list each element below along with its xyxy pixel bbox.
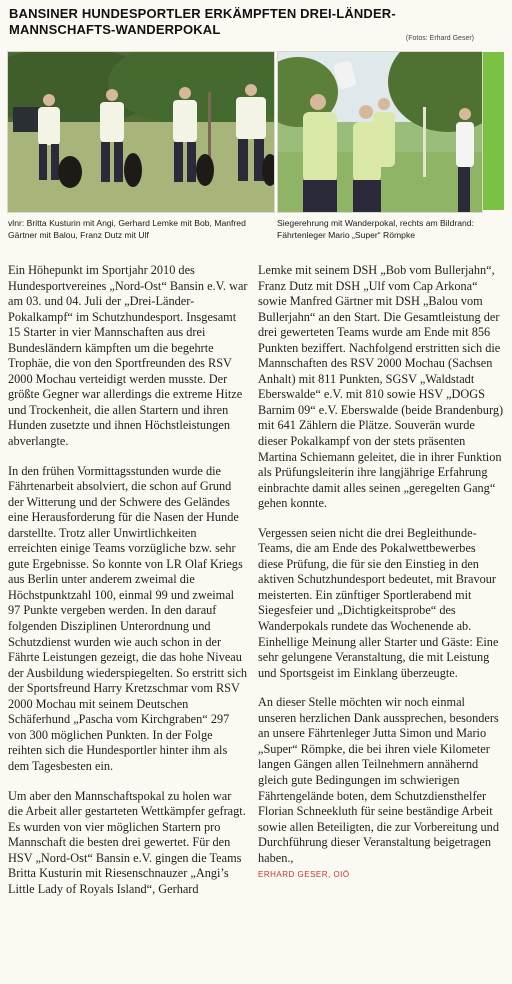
paragraph: Vergessen seien nicht die drei Begleithunde-Teams, die am Ende des Pokalwettbewerbes diese Prüfung, die für sie den Einstieg in den aktiven Schutzhundesport bedeutet, mit Bravour meisterten. Ein zünftiger Sportlerabend mit Siegesfeier und „Dichtigkeitsprobe“ des Wanderpokals rundete das Wochenende ab. Einhellige Meinung aller Starter und Gäste: Eine sehr gelungene Veranstaltung, die mit Leistung und Sportsgeist im Einklang überzeugte.: [258, 525, 499, 680]
article-column-right: [258, 263, 504, 883]
caption-left: vlnr: Britta Kusturin mit Angi, Gerhard Lemke mit Bob, Manfred Gärtner mit Balou, Franz Dutz mit Ulf: [8, 218, 246, 241]
article-headline: BANSINER HUNDESPORTLER ERKÄMPFTEN DREI-LÄNDER-MANNSCHAFTS-WANDERPOKAL: [9, 6, 396, 37]
author-byline: ERHARD GESER, OIÖ: [258, 870, 350, 880]
paragraph: Lemke mit seinem DSH „Bob vom Bullerjahn“, Franz Dutz mit DSH „Ulf vom Cap Arkona“ sowie Manfred Gärtner mit DSH „Balou vom Bullerjahn“ an den Start. Die Gesamtleistung der drei gewerteten Teams wurde am Ende mit 856 Punkten beziffert. Nachfolgend erstritten sich die Mannschaften des RSV 2000 Mochau (Sachsen Anhalt) mit 811 Punkten, SGSV „Waldstadt Eberswalde“ e.V. mit 810 sowie HSV „DOGS Barnim 09“ e.V. Eberswalde (beide Brandenburg) mit 641 Zählern die Plätze. Souverän wurde dieser Pokalkampf von der stets präsenten Martina Schiemann geleitet, die in ihrer Funktion als Prüfungsleiterin ihre langjährige Erfahrung einbrachte damit alles seinen „geregelten Gang“ gehen konnte.: [258, 263, 504, 511]
accent-bar: [482, 52, 504, 210]
paragraph: Ein Höhepunkt im Sportjahr 2010 des Hundesportvereines „Nord-Ost“ Bansin e.V. war am 03. und 04. Juli der „Drei-Länder-Pokalkampf“ im Schutzhundesport. Insgesamt 15 Starter in vier Mannschaften aus drei Bundesländern kämpften um die begehrte Trophäe, die von den Sportfreunden des RSV 2000 Mochau verteidigt werden musste. Der größte Gegner war allerdings die extreme Hitze und Trockenheit, die allen Startern und ihren Hunden zusetzte und ihnen Höchstleistungen abverlangte.: [8, 263, 248, 449]
caption-right: Siegerehrung mit Wanderpokal, rechts am Bildrand: Fährtenleger Mario „Super“ Römpke: [277, 218, 474, 241]
paragraph: Um aber den Mannschaftspokal zu holen war die Arbeit aller gestarteten Wettkämpfer gefragt. Es wurden von vier möglichen Startern pro Mannschaft die besten drei gewertet. Für den HSV „Nord-Ost“ Bansin e.V. gingen die Teams Britta Kusturin mit Riesenschnauzer „Angi’s Little Lady of Royals Island“, Gerhard: [8, 788, 246, 896]
paragraph: An dieser Stelle möchten wir noch einmal unseren herzlichen Dank aussprechen, besonders an unsere Fährtenleger Jutta Simon und Mario „Super“ Römpke, die bei ihren viele Kilometer langen Gängen allen Teilnehmern annähernd gleich gute Bedingungen im schwierigen Fährtengelände boten, dem Schutzdiensthelfer Florian Schneekluth für seine beständige Arbeit sowie allen Beteiligten, die zur Vorbereitung und Durchführung dieser Veranstaltung beigetragen haben.,: [258, 695, 499, 865]
article-column-left: [8, 263, 248, 911]
photo-dog-handlers: [7, 51, 275, 213]
paragraph: In den frühen Vormittagsstunden wurde die Fährtenarbeit absolviert, die schon auf Grund der Witterung und der Schwere des Geländes eine Herausforderung für die Nasen der Hunde darstellte. Trotz aller Unwirtlichkeiten erreichten einige Teams vorzügliche bzw. sehr gute Ergebnisse. So konnte von LR Olaf Kriegs aus Berlin unter anderem zweimal die Höchstpunktzahl 100, einmal 99 und zweimal 97 Punkte vergeben werden. In den darauf folgenden Disziplinen Unterordnung und Schutzdienst wurden wie auch schon in der Fährte Leistungen gezeigt, die das hohe Niveau der Ausbildung wiederspiegelten. So erstritt sich der Sportsfreund Harry Kretzschmar vom RSV 2000 Mochau mit seinem Deutschen Schäferhund „Pascha vom Kirchgraben“ 297 von 300 möglichen Punkten. In der Folge reihten sich die Hundesportler hinter ihm als dem Tagesbesten ein.: [8, 463, 248, 773]
photo-award-ceremony: [277, 51, 483, 213]
photo-credit: (Fotos: Erhard Geser): [405, 35, 474, 42]
